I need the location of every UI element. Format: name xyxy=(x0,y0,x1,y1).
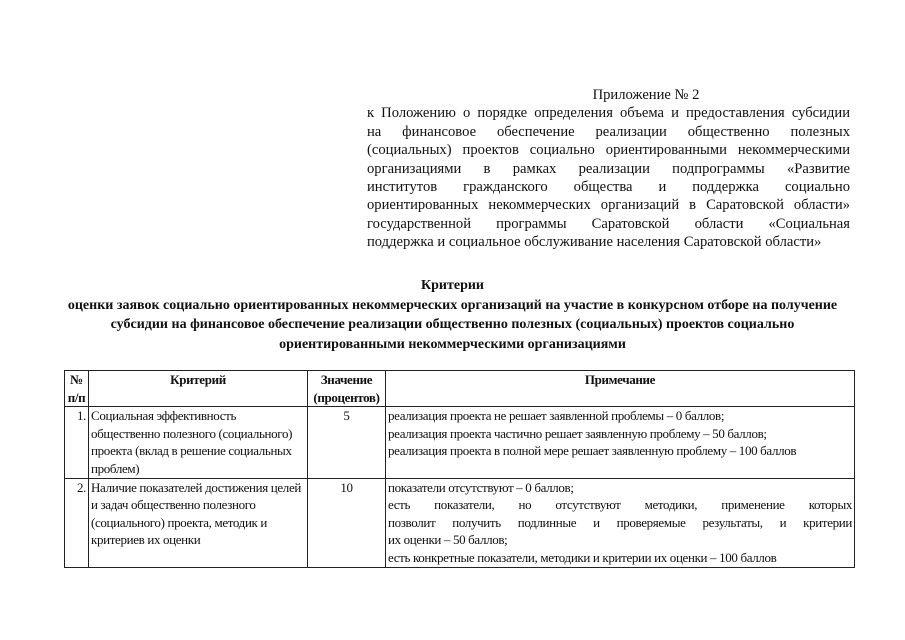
note-line: реализация проекта в полной мере решает заявленную проблему – 100 баллов xyxy=(388,443,797,459)
note-line: реализация проекта частично решает заявленную проблему – 50 баллов; xyxy=(388,425,767,441)
table-row xyxy=(65,478,855,567)
note-line: позволит получить подлинные и проверяемые результаты, и критерии xyxy=(388,514,852,530)
criteria-heading xyxy=(40,276,865,354)
note-line: показатели отсутствуют – 0 баллов; xyxy=(388,479,574,495)
row-criterion: Социальная эффективность общественно полезного (социального) проекта (вклад в решение социальных проблем) xyxy=(89,407,308,478)
header-note: Примечание xyxy=(386,371,855,407)
note-line: их оценки – 50 баллов; xyxy=(388,532,508,548)
row-value: 5 xyxy=(308,407,386,478)
annex-line: организациями в рамках реализации подпрограммы «Развитие xyxy=(367,160,850,177)
annex-line: поддержка и социальное обслуживание населения Саратовской области» xyxy=(367,234,822,251)
heading-line: ориентированными некоммерческими организациями xyxy=(279,336,626,352)
annex-title: Приложение № 2 xyxy=(592,87,700,103)
row-num: 2. xyxy=(65,478,89,567)
note-line: реализация проекта не решает заявленной проблемы – 0 баллов; xyxy=(388,408,725,424)
table-row xyxy=(65,407,855,478)
header-criterion: Критерий xyxy=(89,371,308,407)
heading-line: оценки заявок социально ориентированных некоммерческих организаций на участие в конкурсном отборе на получение xyxy=(67,297,838,313)
table-header-row xyxy=(65,371,855,407)
row-note xyxy=(386,407,855,478)
annex-line: институтов гражданского общества и поддержка социально xyxy=(367,179,850,196)
annex-line: к Положению о порядке определения объема и предоставления субсидии xyxy=(367,105,850,122)
annex-block xyxy=(367,86,850,252)
header-value: Значение (процентов) xyxy=(308,371,386,407)
row-criterion: Наличие показателей достижения целей и задач общественно полезного (социального) проекта, методик и критериев их оценки xyxy=(89,478,308,567)
note-line: есть конкретные показатели, методики и критерии их оценки – 100 баллов xyxy=(388,549,777,565)
criteria-table xyxy=(64,370,855,568)
annex-line: (социальных) проектов социально ориентированными некоммерческими xyxy=(367,142,850,159)
row-value: 10 xyxy=(308,478,386,567)
row-num: 1. xyxy=(65,407,89,478)
heading-line: субсидии на финансовое обеспечение реализации общественно полезных (социальных) проектов социально xyxy=(110,317,795,332)
annex-line: на финансовое обеспечение реализации общественно полезных xyxy=(367,123,850,140)
note-line: есть показатели, но отсутствуют методики, применение которых xyxy=(388,497,852,513)
header-num: № п/п xyxy=(65,371,89,407)
annex-line: государственной программы Саратовской области «Социальная xyxy=(367,215,850,232)
heading-title: Критерии xyxy=(420,278,484,293)
row-note xyxy=(386,478,855,567)
annex-line: ориентированных некоммерческих организаций в Саратовской области» xyxy=(367,197,850,214)
